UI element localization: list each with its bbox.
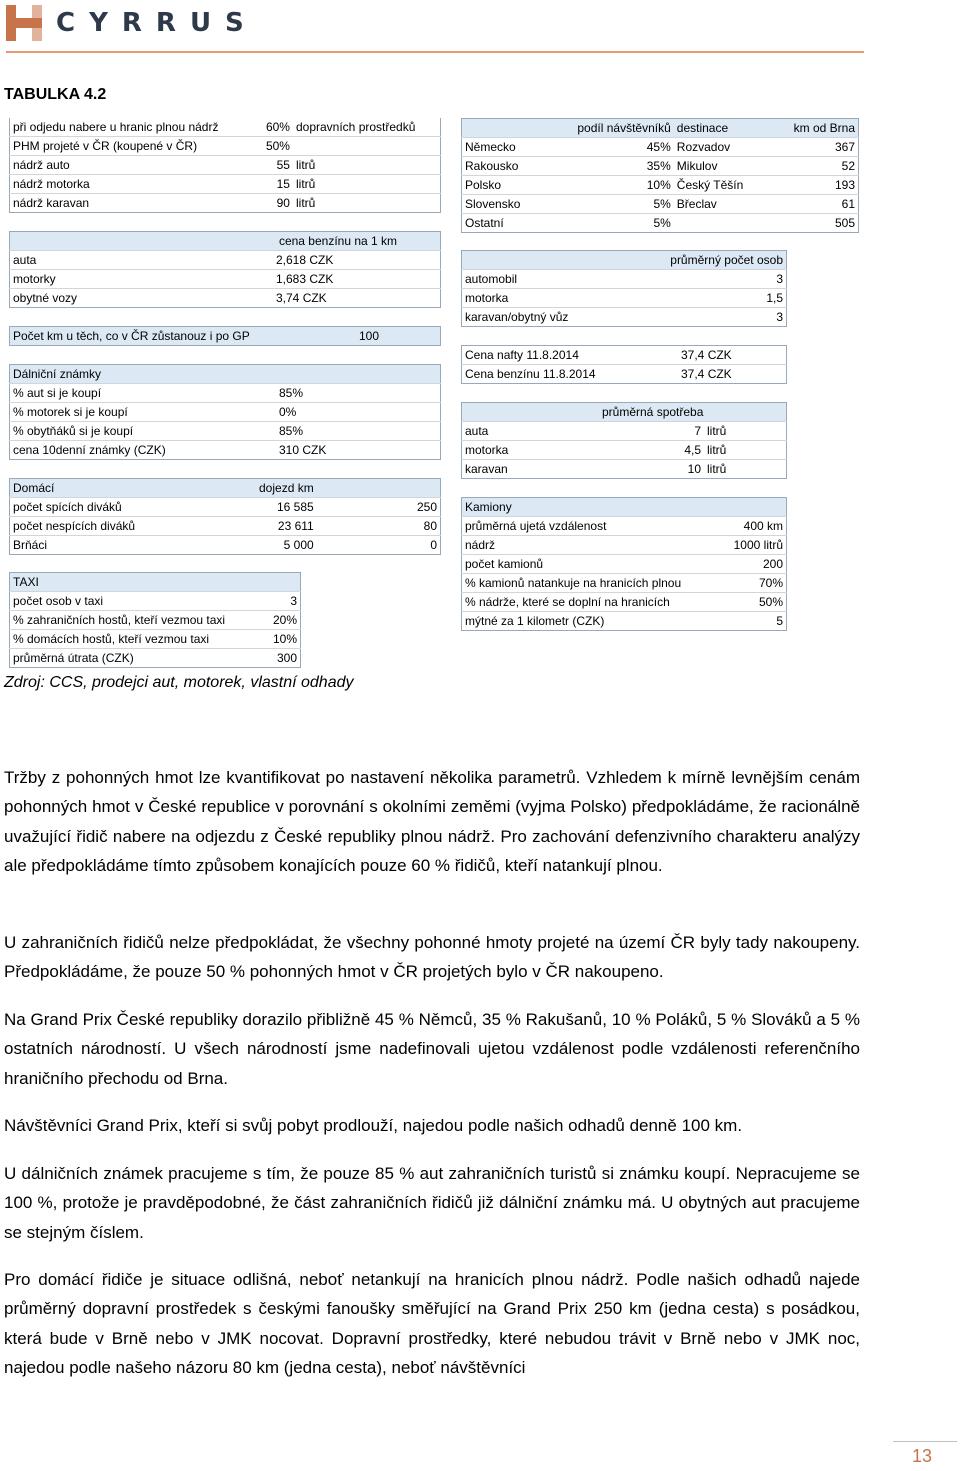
table-row: automobil 3 <box>462 270 787 289</box>
table-row: Polsko 10% Český Těšín 193 <box>462 176 859 195</box>
source-note: Zdroj: CCS, prodejci aut, motorek, vlastní odhady <box>4 674 354 691</box>
table-row: Slovensko 5% Břeclav 61 <box>462 195 859 214</box>
company-logo <box>6 4 258 42</box>
table-row: nádrž karavan 90 litrů <box>10 194 441 213</box>
table-row: průměrná útrata (CZK) 300 <box>10 649 301 668</box>
table-row: auta 2,618 CZK <box>10 251 441 270</box>
table-row: % domácích hostů, kteří vezmou taxi 10% <box>10 630 301 649</box>
table-header: průměrná spotřeba <box>462 403 787 422</box>
footer-divider <box>893 1441 957 1442</box>
table-row: Ostatní 5% 505 <box>462 214 859 233</box>
paragraph: Na Grand Prix České republiky dorazilo přibližně 45 % Němců, 35 % Rakušanů, 10 % Poláků, 5 % Slováků a 5 % ostatních národností. U všech národností jsme nadefinovali ujetou vzdálenost podle vzdálenosti referenčního hraničního přechodu od Brna. <box>4 1010 860 1088</box>
table-row: Brňáci 5 000 0 <box>10 536 441 555</box>
table-header: cena benzínu na 1 km <box>10 232 441 251</box>
table-row: počet spících diváků 16 585 250 <box>10 498 441 517</box>
table-row: % motorek si je koupí 0% <box>10 403 441 422</box>
vignette-table <box>9 364 441 460</box>
table-header: TAXI <box>10 573 301 592</box>
table-row: mýtné za 1 kilometr (CZK) 5 <box>462 612 787 631</box>
table-row: motorky 1,683 CZK <box>10 270 441 289</box>
fuel-prices-table <box>461 345 787 384</box>
visitors-table <box>461 118 859 233</box>
table-header: Domácí dojezd km <box>10 479 441 498</box>
table-row: motorka 1,5 <box>462 289 787 308</box>
table-row: auta 7 litrů <box>462 422 787 441</box>
table-row: počet osob v taxi 3 <box>10 592 301 611</box>
taxi-table <box>9 572 301 668</box>
table-header: Dálniční známky <box>10 365 441 384</box>
table-row: Cena benzínu 11.8.2014 37,4 CZK <box>462 365 787 384</box>
table-row: karavan 10 litrů <box>462 460 787 479</box>
table-row: počet kamionů 200 <box>462 555 787 574</box>
km-gp-table <box>9 326 441 346</box>
table-row: při odjedu nabere u hranic plnou nádrž 60% dopravních prostředků <box>10 118 441 137</box>
table-row: obytné vozy 3,74 CZK <box>10 289 441 308</box>
header-divider <box>6 51 864 53</box>
table-row: nádrž motorka 15 litrů <box>10 175 441 194</box>
table-row: % obytňáků si je koupí 85% <box>10 422 441 441</box>
table-row: Cena nafty 11.8.2014 37,4 CZK <box>462 346 787 365</box>
table-row: Rakousko 35% Mikulov 52 <box>462 157 859 176</box>
table-row: motorka 4,5 litrů <box>462 441 787 460</box>
logo-text: CYRRUS <box>56 8 258 38</box>
paragraph: Návštěvníci Grand Prix, kteří si svůj pobyt prodlouží, najedou podle našich odhadů denně 100 km. <box>4 1116 743 1135</box>
paragraph: Tržby z pohonných hmot lze kvantifikovat po nastavení několika parametrů. Vzhledem k mírně levnějším cenám pohonných hmot v České republice v porovnání s okolními zeměmi (vyjma Polsko) předpokládáme, že racionálně uvažující řidič nabere na odjezdu z České republiky plnou nádrž. Pro zachování defenzivního charakteru analýzy ale předpokládáme tímto způsobem konajících pouze 60 % řidičů, kteří natankují plnou. <box>4 768 860 876</box>
table-heading: TABULKA 4.2 <box>4 86 107 103</box>
table-row: % kamionů natankuje na hranicích plnou 70% <box>462 574 787 593</box>
petrol-table <box>9 231 441 308</box>
paragraph: U dálničních známek pracujeme s tím, že pouze 85 % aut zahraničních turistů si známku koupí. Nepracujeme se 100 %, protože je pravděpodobné, že část zahraničních řidičů již dálniční známku má. U obytných aut pracujeme se stejným číslem. <box>4 1164 860 1242</box>
page-number: 13 <box>912 1446 933 1466</box>
logo-mark-icon <box>6 5 42 41</box>
table-row: nádrž 1000 litrů <box>462 536 787 555</box>
table-row: nádrž auto 55 litrů <box>10 156 441 175</box>
table-row: Německo 45% Rozvadov 367 <box>462 138 859 157</box>
table-row: % nádrže, které se doplní na hranicích 50% <box>462 593 787 612</box>
table-row: průměrná ujetá vzdálenost 400 km <box>462 517 787 536</box>
table-row: PHM projeté v ČR (koupené v ČR) 50% <box>10 137 441 156</box>
table-row: Počet km u těch, co v ČR zůstanouz i po GP 100 <box>10 327 441 346</box>
table-row: % zahraničních hostů, kteří vezmou taxi 20% <box>10 611 301 630</box>
table-header: Kamiony <box>462 498 787 517</box>
fill-table <box>9 118 441 213</box>
table-row: karavan/obytný vůz 3 <box>462 308 787 327</box>
table-header: průměrný počet osob <box>462 251 787 270</box>
paragraph: U zahraničních řidičů nelze předpokládat, že všechny pohonné hmoty projeté na území ČR byly tady nakoupeny. Předpokládáme, že pouze 50 % pohonných hmot v ČR projetých bylo v ČR nakoupeno. <box>4 933 860 982</box>
consumption-table <box>461 402 787 479</box>
table-header: podíl návštěvníků destinace km od Brna <box>462 119 859 138</box>
table-row: počet nespících diváků 23 611 80 <box>10 517 441 536</box>
table-row: cena 10denní známky (CZK) 310 CZK <box>10 441 441 460</box>
paragraph: Pro domácí řidiče je situace odlišná, neboť netankují na hranicích plnou nádrž. Podle našich odhadů najede průměrný dopravní prostředek s českými fanoušky směřující na Grand Prix 250 km (jedna cesta) s posádkou, která bude v Brně nebo v JMK nocovat. Dopravní prostředky, které nebudou trávit v Brně nebo v JMK noc, najedou podle našeho názoru 80 km (jedna cesta), neboť návštěvníci <box>4 1270 860 1378</box>
table-row: % aut si je koupí 85% <box>10 384 441 403</box>
domestic-table <box>9 478 441 555</box>
trucks-table <box>461 497 787 631</box>
persons-table <box>461 250 787 327</box>
